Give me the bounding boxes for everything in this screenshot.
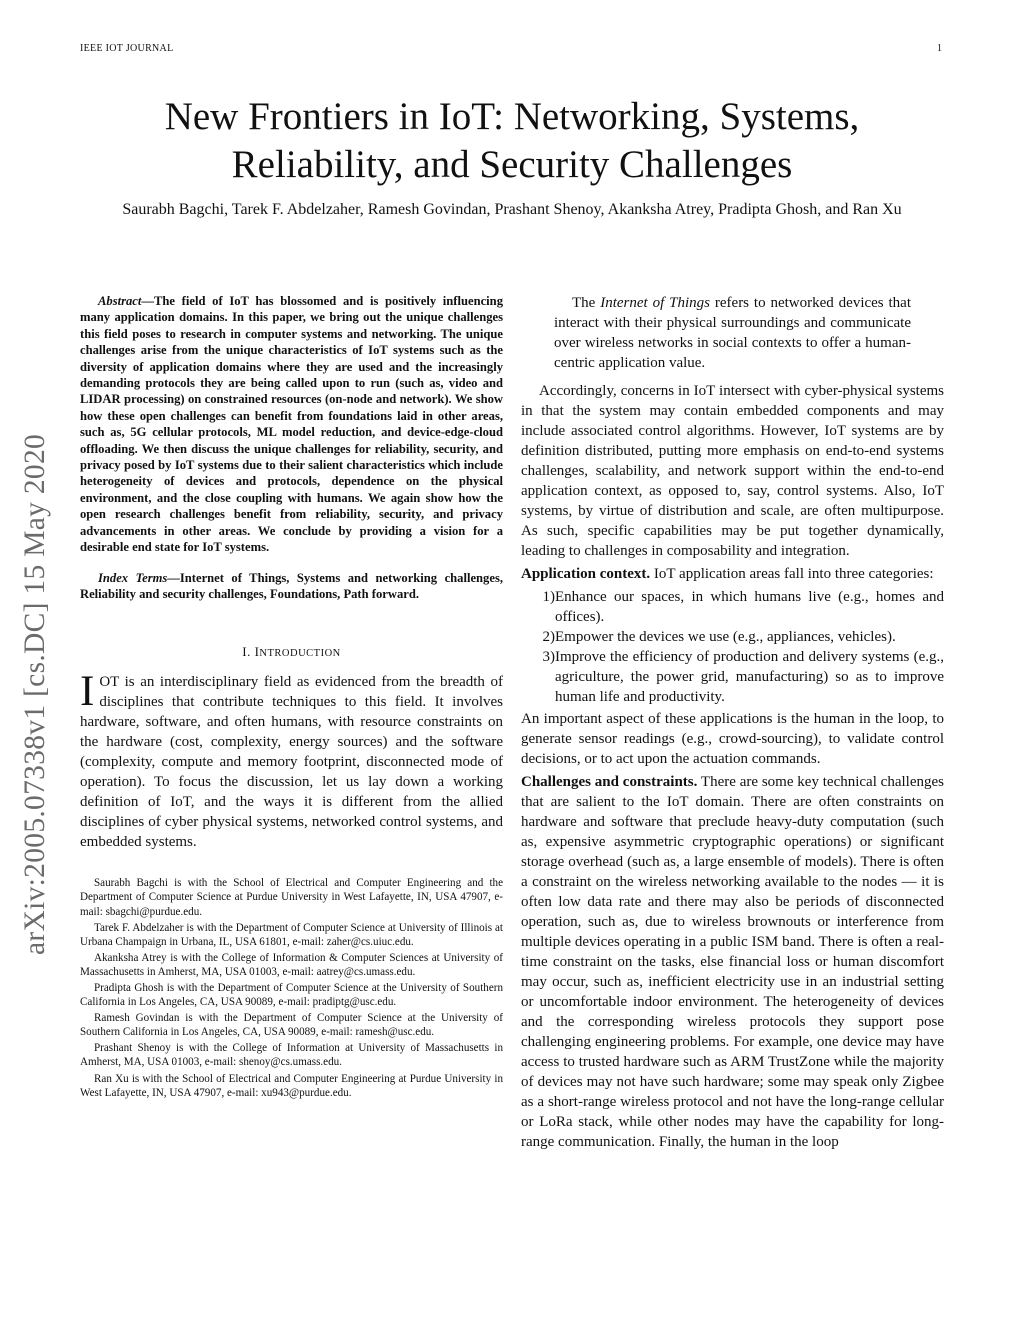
abstract-label: Abstract	[98, 294, 142, 308]
paragraph-challenges	[521, 772, 944, 1152]
list-item-number: 1)	[542, 589, 555, 605]
index-terms-label: Index Terms	[98, 570, 168, 585]
section-title-rest: NTRODUCTION	[259, 648, 341, 660]
list-item-number: 2)	[542, 629, 555, 645]
footnote: Ran Xu is with the School of Electrical and Computer Engineering at Purdue University in West Lafayette, IN, USA 47907, e-mail: xu943@purdue.edu.	[80, 1072, 503, 1099]
footnote: Tarek F. Abdelzaher is with the Department of Computer Science at University of Illinois at Urbana Champaign in Urbana, IL, USA 61801, e-mail: zaher@cs.uiuc.edu.	[80, 921, 503, 948]
footnote: Ramesh Govindan is with the Department of Computer Science at the University of Southern California in Los Angeles, CA, USA 90089, e-mail: ramesh@usc.edu.	[80, 1012, 503, 1039]
list-item	[521, 647, 944, 707]
right-column	[521, 293, 944, 1155]
author-footnotes	[80, 876, 503, 1099]
list-item-text: Improve the efficiency of production and delivery systems (e.g., agriculture, the power grid, manufacturing) so as to improve human life and productivity.	[555, 649, 944, 705]
application-context-heading: Application context.	[521, 566, 651, 582]
quote-emphasis: Internet of Things	[600, 295, 710, 311]
list-item	[521, 587, 944, 627]
iot-definition-quote	[521, 293, 944, 373]
list-item	[521, 627, 944, 647]
section-title-initial: I	[254, 644, 260, 660]
application-context-text: IoT application areas fall into three categories:	[650, 566, 934, 582]
drop-cap: I	[80, 668, 95, 716]
author-list: Saurabh Bagchi, Tarek F. Abdelzaher, Ramesh Govindan, Prashant Shenoy, Akanksha Atrey, Pradipta Ghosh, and Ran Xu	[122, 201, 902, 218]
title-line-1: New Frontiers in IoT: Networking, Systems,	[164, 95, 860, 138]
index-terms: Index Terms—Internet of Things, Systems and networking challenges, Reliability and security challenges, Foundations, Path forward.	[80, 570, 503, 601]
list-item-text: Empower the devices we use (e.g., appliances, vehicles).	[555, 629, 896, 645]
section-heading-introduction	[80, 644, 503, 660]
quote-prefix: The	[572, 295, 601, 311]
page-number: 1	[937, 43, 942, 54]
footnote: Saurabh Bagchi is with the School of Electrical and Computer Engineering and the Department of Computer Science at Purdue University in West Lafayette, IN, USA 47907, e-mail: sbagchi@purdue.edu.	[80, 877, 503, 918]
title-line-2: Reliability, and Security Challenges	[231, 143, 793, 186]
arxiv-identifier-stamp: arXiv:2005.07338v1 [cs.DC] 15 May 2020	[19, 433, 51, 955]
application-categories-list	[521, 587, 944, 707]
running-header-journal: IEEE IOT JOURNAL	[80, 43, 174, 54]
challenges-text: There are some key technical challenges that are salient to the IoT domain. There are often constraints on hardware and software that preclude heavy-duty computation (such as, expensive asymmetric cryptographic operations) or significant storage overhead (such as, a large ensemble of models). There is often a constraint on the wireless networking available to the nodes — it is often low data rate and there may also be periods of disconnected operation, such as, due to wireless brownouts or interference from multiple devices operating in a public ISM band. There is often a real-time constraint on the tasks, else financial loss or human discomfort may occur, such as, inefficient electricity use in an industrial setting or uncomfortable indoor environment. The heterogeneity of devices and the corresponding wireless protocols they support pose challenging engineering problems. For example, one device may have access to trusted hardware such as ARM TrustZone while the majority of devices may not have such hardware; some may speak only Zigbee as a short-range wireless protocol and not have the long-range cellular or LoRa stack, while other nodes may have the capability for long-range communication. Finally, the human in the loop	[521, 774, 944, 1150]
intro-paragraph-text: OT is an interdisciplinary field as evidenced from the breadth of disciplines that contribute techniques to this field. It involves hardware, software, and often humans, with resource constraints on the hardware (cost, complexity, energy sources) and the software (complexity, compute and memory footprint, disconnected mode of operation). To focus the discussion, let us lay down a working definition of IoT, and the ways it is different from the allied disciplines of cyber physical systems, networked control systems, and embedded systems.	[80, 674, 503, 851]
paragraph-accordingly: Accordingly, concerns in IoT intersect with cyber-physical systems in that the system may contain embedded components and may include associated control algorithms. However, IoT systems are by definition distributed, putting more emphasis on end-to-end systems challenges, scalability, and network support within the end-to-end application context, as opposed to, say, control systems. Also, IoT systems, by virtue of distribution and scale, are often multipurpose. As such, specific capabilities may be put together dynamically, leading to challenges in composability and integration.	[521, 383, 944, 559]
intro-paragraph	[80, 668, 503, 852]
quote-suffix: refers to networked devices that interact with their physical surroundings and communicate over wireless networks in social contexts to offer a human-centric application value.	[554, 295, 912, 371]
footnote: Prashant Shenoy is with the College of Information at University of Massachusetts in Amherst, MA, USA 01003, e-mail: shenoy@cs.umass.edu.	[80, 1042, 503, 1069]
list-item-text: Enhance our spaces, in which humans live (e.g., homes and offices).	[555, 589, 944, 625]
list-item-number: 3)	[542, 649, 555, 665]
footnote: Akanksha Atrey is with the College of Information & Computer Sciences at University of Massachusetts in Amherst, MA, USA 01003, e-mail: aatrey@cs.umass.edu.	[80, 951, 503, 978]
left-column	[80, 293, 503, 1102]
paragraph-human-in-loop: An important aspect of these applications is the human in the loop, to generate sensor readings (e.g., crowd-sourcing), to validate control decisions, or to act upon the actuation commands.	[521, 711, 944, 767]
paper-title	[80, 93, 944, 189]
paragraph-application-context	[521, 564, 944, 584]
abstract: Abstract—The field of IoT has blossomed and is positively influencing many application domains. In this paper, we bring out the unique challenges this field poses to research in computer systems and networking. The unique challenges arise from the unique characteristics of IoT systems such as the diversity of application domains where they are used and the increasingly demanding protocols they are being called upon to run (such as, video and LIDAR processing) on constrained resources (on-node and network). We show how these open challenges can benefit from foundations laid in other areas, such as, 5G cellular protocols, ML model reduction, and device-edge-cloud offloading. We then discuss the unique challenges for reliability, security, and privacy posed by IoT systems due to their salient characteristics which include heterogeneity of devices and protocols, dependence on the physical environment, and the close coupling with humans. We again show how the open research challenges benefit from reliability, security, and privacy advancements in other areas. We conclude by providing a vision for a desirable end state for IoT systems.	[80, 294, 503, 555]
index-terms-text: Internet of Things, Systems and networking challenges, Reliability and security challenges, Foundations, Path forward.	[80, 570, 503, 601]
abstract-text: The field of IoT has blossomed and is positively influencing many application domains. In this paper, we bring out the unique challenges this field poses to research in computer systems and networking. The unique challenges arise from the unique characteristics of IoT systems such as the diversity of application domains where they are used and the increasingly demanding protocols they are being called upon to run (such as, video and LIDAR processing) on constrained resources (on-node and network). We show how these open challenges can benefit from foundations laid in other areas, such as, 5G cellular protocols, ML model reduction, and device-edge-cloud offloading. We then discuss the unique challenges for reliability, security, and privacy posed by IoT systems due to their salient characteristics which include heterogeneity of devices and protocols, dependence on the physical environment, and the close coupling with humans. We again show how the open research challenges benefit from reliability, security, and privacy advancements in other areas. We conclude by providing a vision for a desirable end state for IoT systems.	[80, 294, 503, 555]
challenges-heading: Challenges and constraints.	[521, 774, 698, 790]
footnote: Pradipta Ghosh is with the Department of Computer Science at the University of Southern California in Los Angeles, CA, USA 90089, e-mail: pradiptg@usc.edu.	[80, 981, 503, 1009]
section-number: I.	[242, 644, 251, 660]
